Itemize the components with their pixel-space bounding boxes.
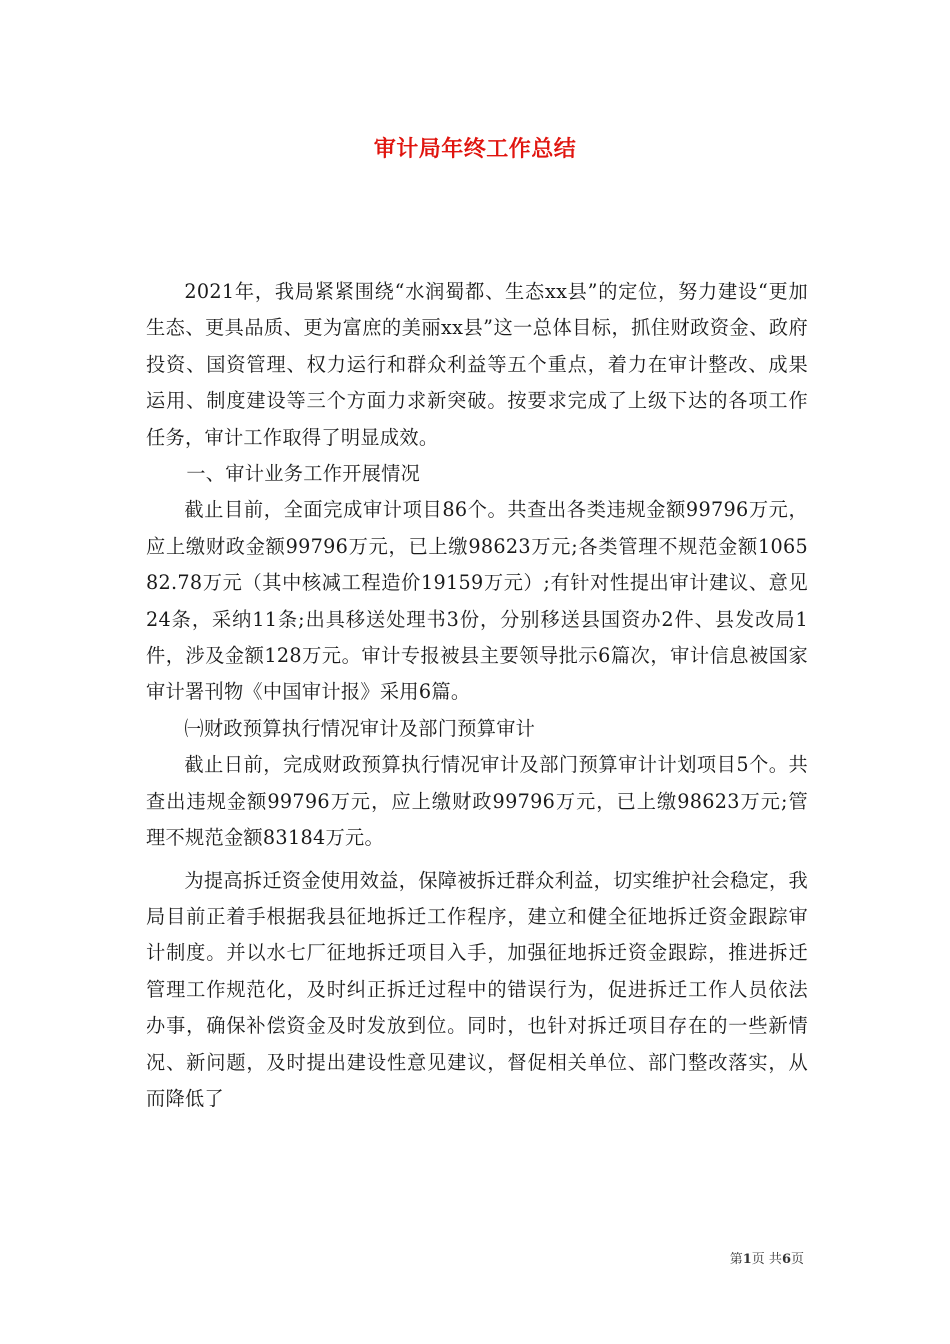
footer-suffix: 页 xyxy=(790,1252,804,1267)
paragraph-intro: 2021年，我局紧紧围绕“水润蜀都、生态xx县”的定位，努力建设“更加生态、更具品质、更为富庶的美丽xx县”这一总体目标，抓住财政资金、政府投资、国资管理、权力运行和群众利益等五个重点，着力在审计整改、成果运用、制度建设等三个方面力求新突破。按要求完成了上级下达的各项工作任务，审计工作取得了明显成效。 xyxy=(146,280,808,449)
footer-prefix: 第 xyxy=(729,1252,743,1267)
paragraph-budget-audit: 截止日前，完成财政预算执行情况审计及部门预算审计计划项目5个。共查出违规金额99796万元，应上缴财政99796万元，已上缴98623万元;管理不规范金额83184万元。 xyxy=(146,753,808,850)
footer-total-pages: 6 xyxy=(781,1252,791,1267)
document-title: 审计局年终工作总结 xyxy=(373,137,577,162)
paragraph-summary: 截止目前，全面完成审计项目86个。共查出各类违规金额99796万元，应上缴财政金额99796万元，已上缴98623万元;各类管理不规范金额106582.78万元（其中核减工程造价19159万元）;有针对性提出审计建议、意见24条，采纳11条;出具移送处理书3份，分别移送县国资办2件、县发改局1件，涉及金额128万元。审计专报被县主要领导批示6篇次，审计信息被国家审计署刊物《中国审计报》采用6篇。 xyxy=(146,498,808,704)
footer-middle: 页 共 xyxy=(751,1252,782,1267)
page-footer xyxy=(730,1248,804,1267)
section-heading-1: 一、审计业务工作开展情况 xyxy=(186,462,421,486)
paragraph-demolition-audit: 为提高拆迁资金使用效益，保障被拆迁群众利益，切实维护社会稳定，我局目前正着手根据我县征地拆迁工作程序，建立和健全征地拆迁资金跟踪审计制度。并以水七厂征地拆迁项目入手，加强征地拆迁资金跟踪，推进拆迁管理工作规范化，及时纠正拆迁过程中的错误行为，促进拆迁工作人员依法办事，确保补偿资金及时发放到位。同时，也针对拆迁项目存在的一些新情况、新问题，及时提出建设性意见建议，督促相关单位、部门整改落实，从而降低了 xyxy=(146,868,808,1110)
document-body xyxy=(146,274,808,1117)
footer-page-number: 1 xyxy=(742,1252,752,1267)
subsection-heading-1: ㈠财政预算执行情况审计及部门预算审计 xyxy=(184,716,536,740)
